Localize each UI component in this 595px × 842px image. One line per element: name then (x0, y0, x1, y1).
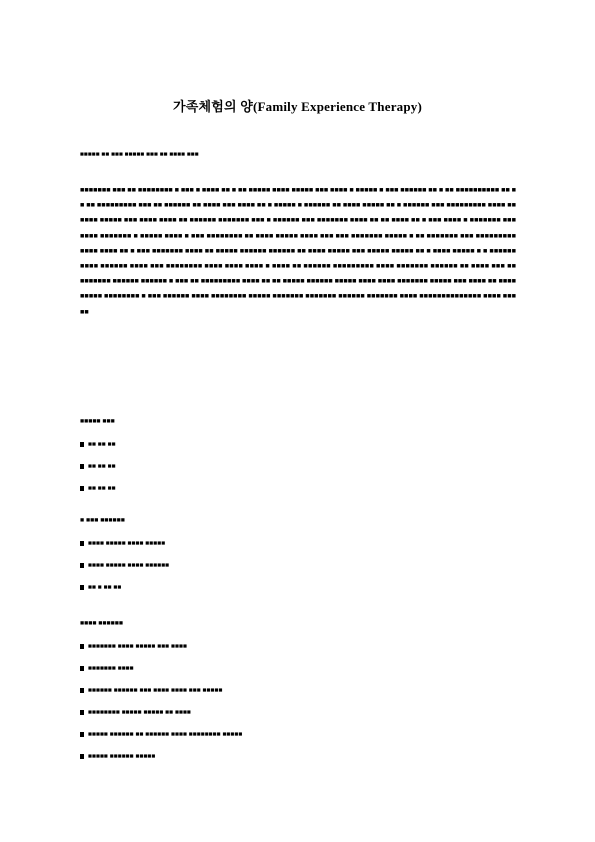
bullet-list (80, 636, 520, 768)
list-item: ■■■■■■■■ ■■■■■ ■■■■■ ■■ ■■■■ (80, 702, 520, 724)
bullet-list (80, 434, 520, 500)
section-future (80, 517, 520, 599)
list-item: ■■■■■ ■■■■■■ ■■■■■ (80, 746, 520, 768)
section-heading: ■■■■■ ■■■ (80, 418, 115, 425)
list-item: ■■ ■■ ■■ (80, 478, 520, 500)
list-item: ■■■■■■■ ■■■■ ■■■■■ ■■■ ■■■■ (80, 636, 520, 658)
section-references (80, 620, 520, 768)
body-paragraph: ■■■■■■■ ■■■ ■■ ■■■■■■■■ ■ ■■■ ■ ■■■■ ■■ ■ ■■ ■■■■■ ■■■■ ■■■■■ ■■■ ■■■■ ■ ■■■■■ ■ ■■■ ■■■■■■ ■■ ■ ■■ ■■■■■■■■■■ ■■ ■ ■ ■■ ■■■■■■■■■ ■■■ ■■ ■■■■■■ ■■ ■■■■ ■■■ ■■■■ ■■ ■ ■■■■■ ■ ■■■■■■ ■■ ■■■■ ■■■■■ ■■ ■ ■■■■■■ ■■■ ■■■■■■■■■ ■■■■ ■■ ■■■■ ■■■■■ ■■■ ■■■■ ■■■■ ■■ ■■■■■■ ■■■■■■■ ■■■ ■ ■■■■■■ ■■■ ■■■■■■■ ■■■■ ■■ ■■ ■■■■ ■■ ■ ■■■ ■■■■ ■ ■■■■■■■ ■■■ ■■■■ ■■■■■■■ ■ ■■■■■ ■■■■ ■ ■■■ ■■■■■■■■ ■■ ■■■■ ■■■■■ ■■■■ ■■■ ■■■ ■■■■■■■ ■■■■■ ■ ■■ ■■■■■■■ ■■■ ■■■■■■■■■ ■■■■ ■■■■ ■■ ■ ■■■ ■■■■■■■ ■■■■ ■■ ■■■■■ ■■■■■■ ■■■■■■ ■■ ■■■■ ■■■■■ ■■■ ■■■■■ ■■■■■ ■■ ■ ■■■■ ■■■■■ ■ ■ ■■■■■■ ■■■■ ■■■■■■ ■■■■ ■■■ ■■■■■■■■ ■■■■ ■■■■ ■■■■ ■ ■■■■ ■■ ■■■■■■ ■■■■■■■■■ ■■■■ ■■■■■■■ ■■■■■■ ■■ ■■■■ ■■■ ■■ ■■■■■■■ ■■■■■■ ■■■■■■ ■ ■■■ ■■ ■■■■■■■■■ ■■■■ ■■ ■■ ■■■■■ ■■■■■■ ■■■■■ ■■■■ ■■■■ ■■■■■■■ ■■■■■ ■■■ ■■■■ ■■ ■■■■ ■■■■■ ■■■■■■■■ ■ ■■■ ■■■■■■ ■■■■ ■■■■■■■■ ■■■■■ ■■■■■■■ ■■■■■■■ ■■■■■■ ■■■■■■■ ■■■■ ■■■■■■■■■■■■■■ ■■■■ ■■■ ■■ (80, 186, 516, 316)
list-item: ■■■■■■■ ■■■■ (80, 658, 520, 680)
list-item: ■■ ■■ ■■ (80, 434, 520, 456)
section-statistics (80, 418, 520, 500)
list-item: ■■■■ ■■■■■ ■■■■ ■■■■■ (80, 533, 520, 555)
list-item: ■■■■■ ■■■■■■ ■■ ■■■■■■ ■■■■ ■■■■■■■■ ■■■■■ (80, 724, 520, 746)
section-heading: ■ ■■■ ■■■■■■ (80, 517, 125, 524)
list-item: ■■ ■ ■■ ■■ (80, 577, 520, 599)
list-item: ■■■■ ■■■■■ ■■■■ ■■■■■■ (80, 555, 520, 577)
section-heading: ■■■■ ■■■■■■ (80, 620, 123, 627)
list-item: ■■■■■■ ■■■■■■ ■■■ ■■■■ ■■■■ ■■■ ■■■■■ (80, 680, 520, 702)
list-item: ■■ ■■ ■■ (80, 456, 520, 478)
author-byline: ■■■■■ ■■ ■■■ ■■■■■ ■■■ ■■ ■■■■ ■■■ (80, 151, 199, 158)
document-title: 가족체험의 양(Family Experience Therapy) (172, 99, 423, 114)
bullet-list (80, 533, 520, 599)
